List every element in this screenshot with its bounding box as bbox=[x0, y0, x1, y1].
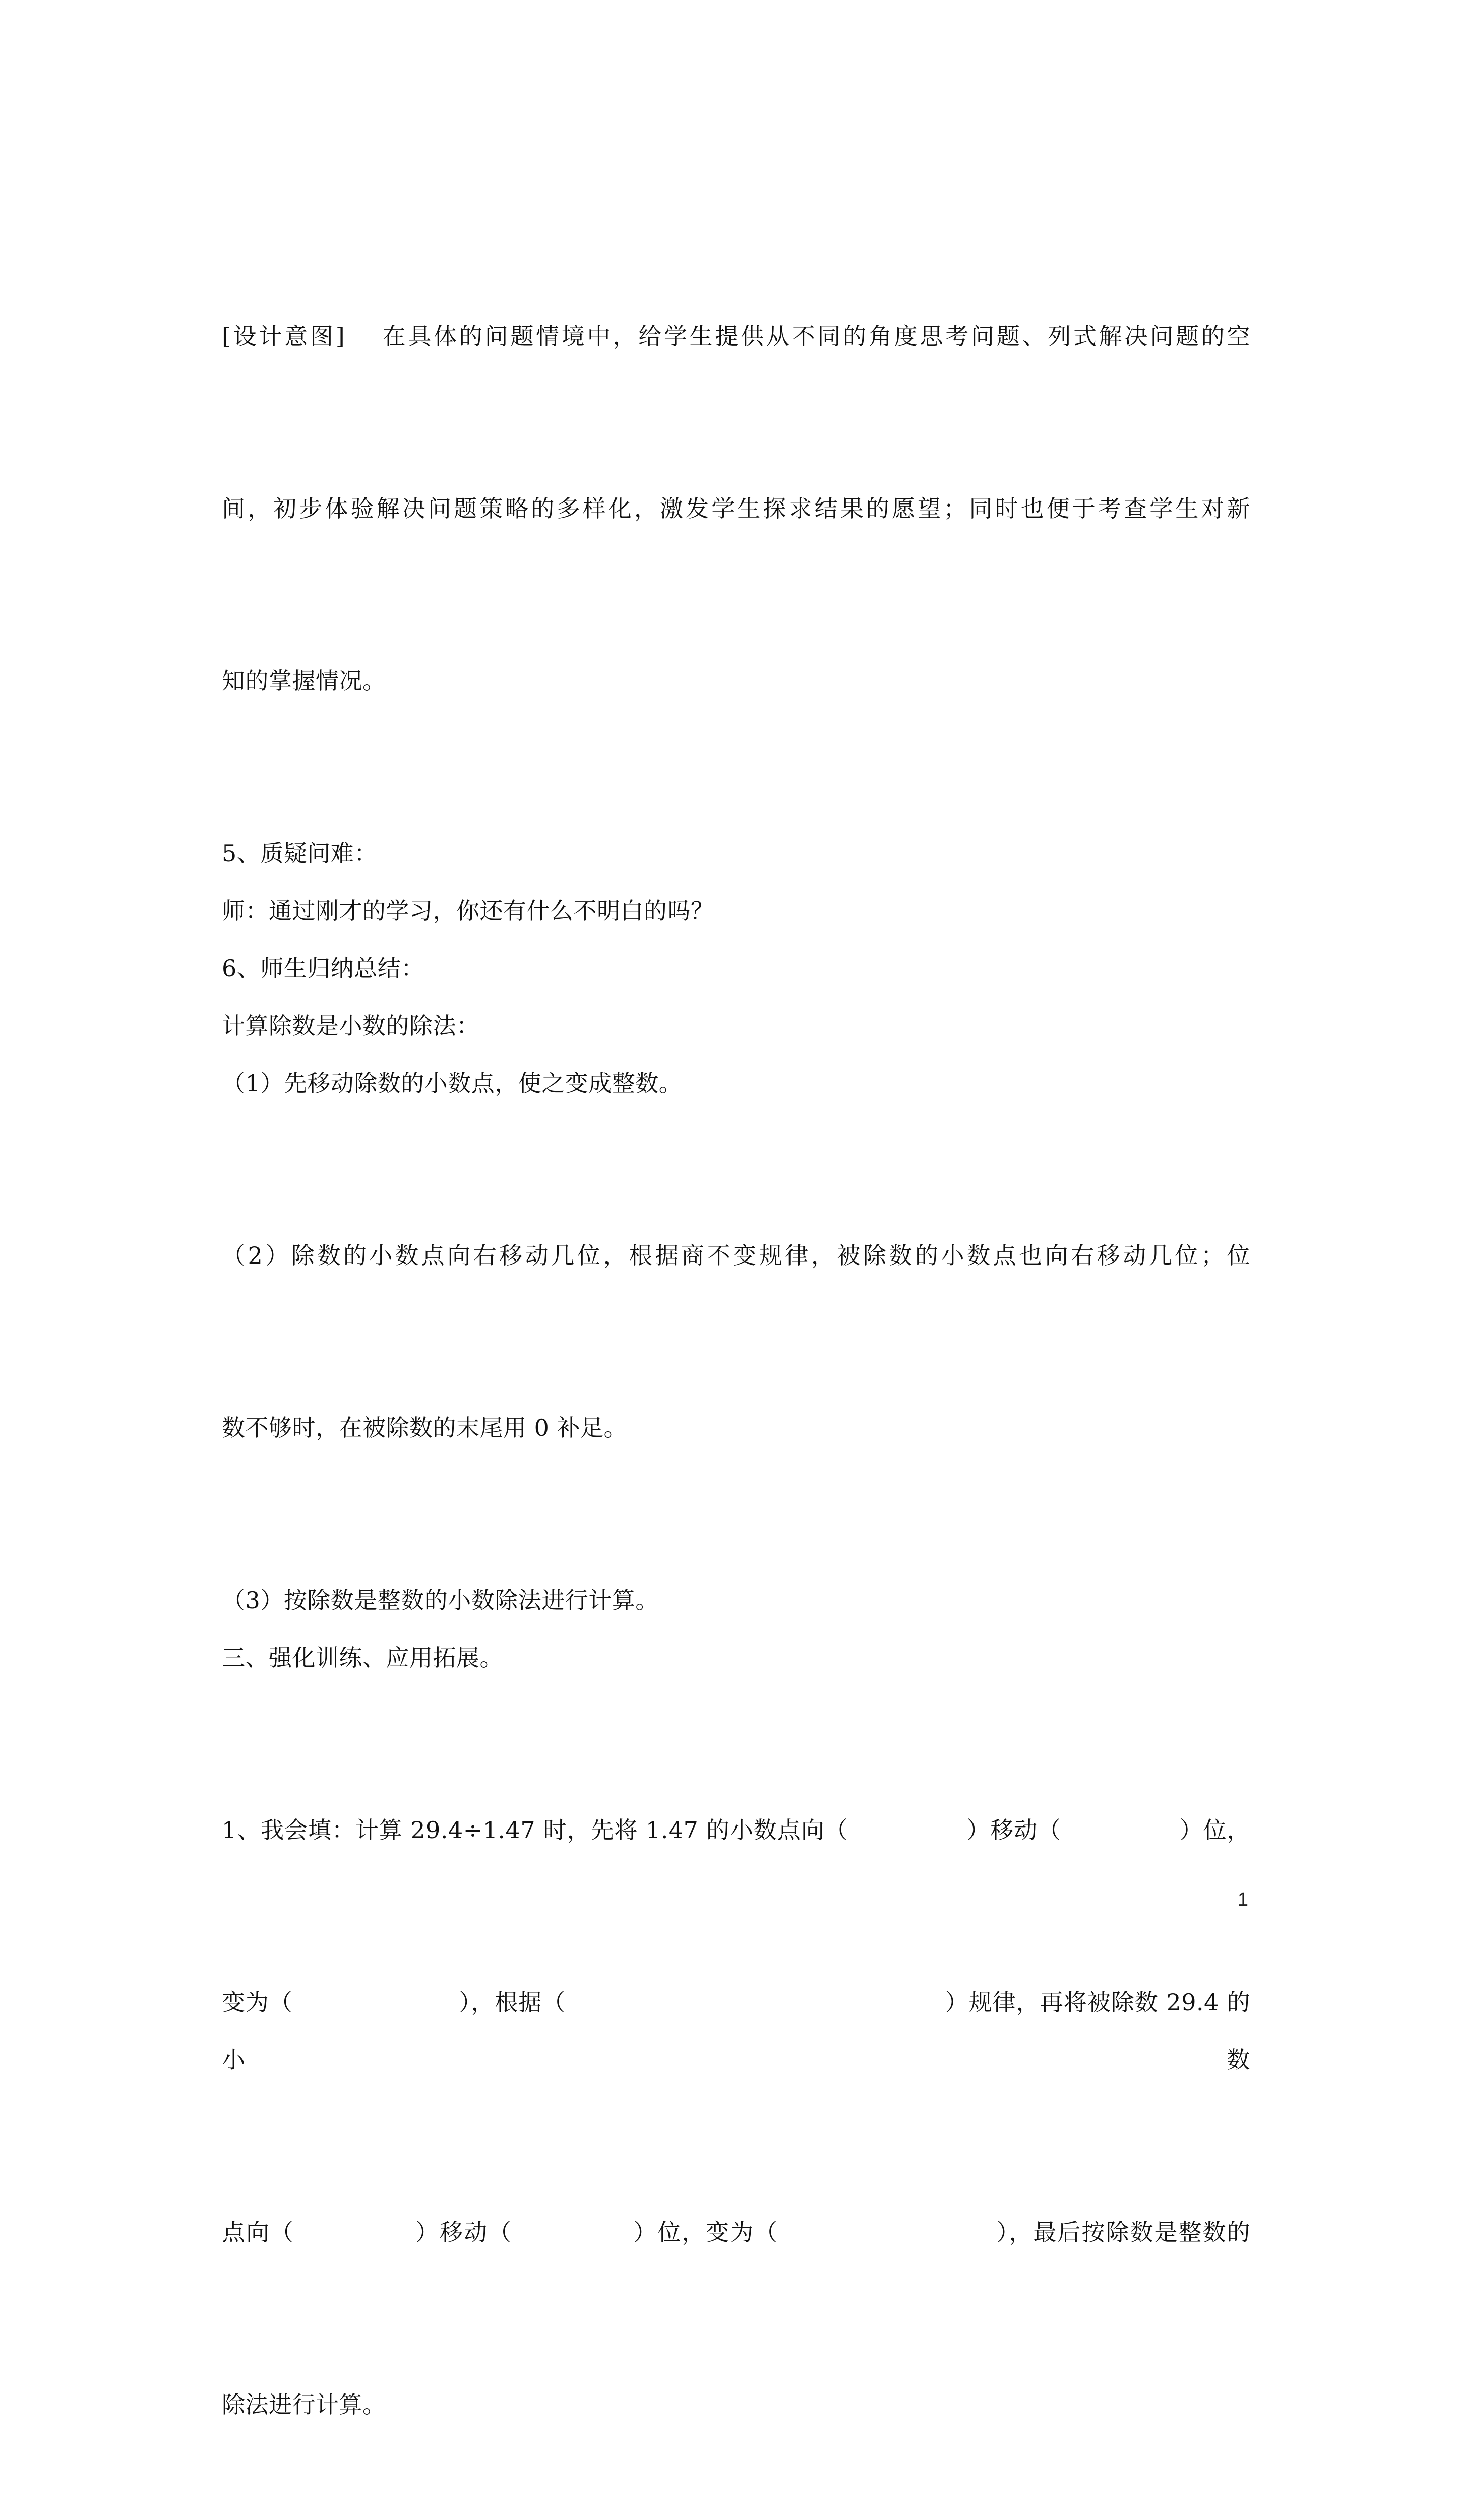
text-line: 变为（ ），根据（ ）规律，再将被除数 29.4 的小数 bbox=[222, 1989, 1250, 2073]
fill-in-exercise bbox=[222, 1686, 1250, 2520]
text-line: 除法进行计算。 bbox=[222, 2391, 386, 2418]
design-intent-paragraph bbox=[222, 193, 1250, 825]
rule-3: （3）按除数是整数的小数除法进行计算。 bbox=[222, 1587, 659, 1614]
text-line: （2）除数的小数点向右移动几位，根据商不变规律，被除数的小数点也向右移动几位；位 bbox=[222, 1242, 1250, 1269]
text-line: 1、我会填：计算 29.4÷1.47 时，先将 1.47 的小数点向（ ）移动（ ）位， bbox=[222, 1816, 1250, 1844]
text-line: 数不够时，在被除数的末尾用 0 补足。 bbox=[222, 1414, 628, 1441]
page-content bbox=[222, 193, 1250, 2520]
text-line: 点向（ ）移动（ ）位，变为（ ），最后按除数是整数的 bbox=[222, 2219, 1250, 2246]
text-line: 间，初步体验解决问题策略的多样化，激发学生探求结果的愿望；同时也便于考查学生对新 bbox=[222, 495, 1250, 522]
section-5-title: 5、质疑问难： bbox=[222, 840, 378, 867]
rule-1: （1）先移动除数的小数点，使之变成整数。 bbox=[222, 1069, 683, 1097]
part-3-title: 三、强化训练、应用拓展。 bbox=[222, 1644, 503, 1671]
rule-2 bbox=[222, 1112, 1250, 1571]
section-6-text: 计算除数是小数的除法： bbox=[222, 1012, 480, 1039]
section-5-text: 师：通过刚才的学习，你还有什么不明白的吗？ bbox=[222, 897, 714, 924]
text-line: [设计意图] 在具体的问题情境中，给学生提供从不同的角度思考问题、列式解决问题的空 bbox=[222, 323, 1250, 350]
text-line: 知的掌握情况。 bbox=[222, 667, 386, 695]
page-number: 1 bbox=[1237, 1889, 1248, 1910]
section-6-title: 6、师生归纳总结： bbox=[222, 955, 424, 982]
